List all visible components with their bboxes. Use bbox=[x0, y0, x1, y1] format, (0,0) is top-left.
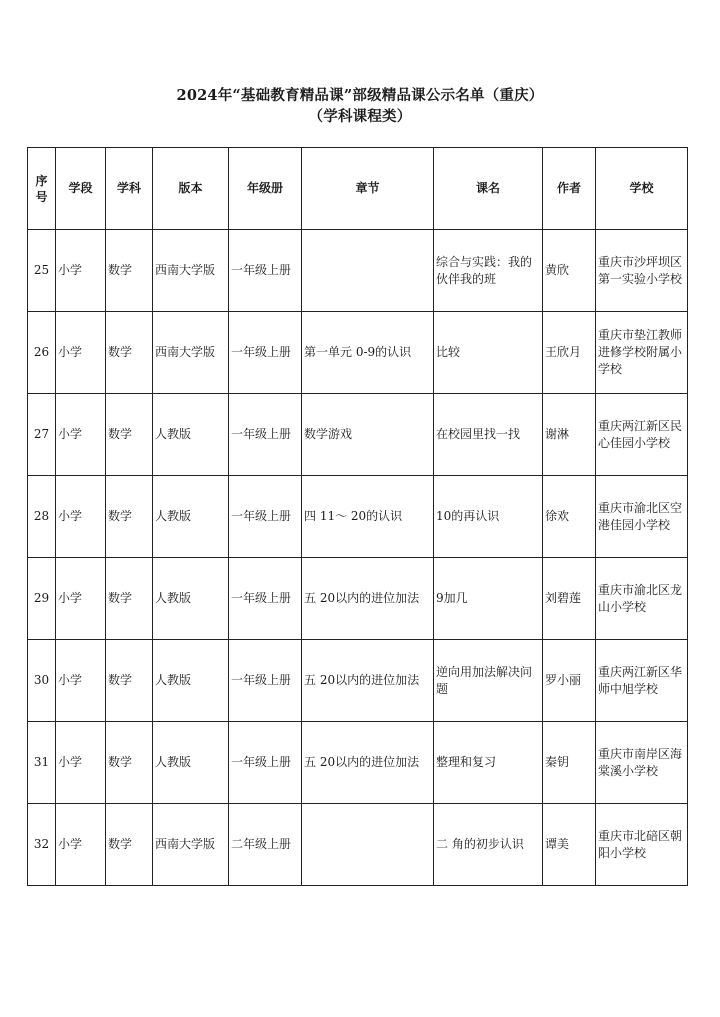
cell-author: 刘碧莲 bbox=[543, 558, 596, 640]
cell-number: 29 bbox=[28, 558, 56, 640]
header-subject: 学科 bbox=[106, 148, 153, 230]
cell-course: 综合与实践：我的伙伴我的班 bbox=[434, 230, 543, 312]
cell-subject: 数学 bbox=[106, 230, 153, 312]
cell-subject: 数学 bbox=[106, 722, 153, 804]
table-row bbox=[28, 640, 688, 722]
cell-edition: 人教版 bbox=[153, 722, 229, 804]
cell-chapter: 第一单元 0-9的认识 bbox=[302, 312, 434, 394]
cell-subject: 数学 bbox=[106, 558, 153, 640]
cell-stage: 小学 bbox=[56, 312, 106, 394]
header-number-line1: 序 bbox=[35, 173, 48, 188]
cell-course: 在校园里找一找 bbox=[434, 394, 543, 476]
cell-course: 9加几 bbox=[434, 558, 543, 640]
cell-author: 徐欢 bbox=[543, 476, 596, 558]
cell-chapter: 数学游戏 bbox=[302, 394, 434, 476]
header-course: 课名 bbox=[434, 148, 543, 230]
header-chapter: 章节 bbox=[302, 148, 434, 230]
cell-author: 罗小丽 bbox=[543, 640, 596, 722]
cell-edition: 人教版 bbox=[153, 640, 229, 722]
table-row bbox=[28, 476, 688, 558]
course-roster-table bbox=[27, 147, 688, 886]
cell-subject: 数学 bbox=[106, 640, 153, 722]
cell-grade: 一年级上册 bbox=[229, 640, 302, 722]
cell-number: 30 bbox=[28, 640, 56, 722]
cell-course: 比较 bbox=[434, 312, 543, 394]
document-subtitle: （学科课程类） bbox=[308, 108, 412, 125]
cell-grade: 一年级上册 bbox=[229, 476, 302, 558]
cell-chapter bbox=[302, 804, 434, 886]
table-row bbox=[28, 558, 688, 640]
header-author: 作者 bbox=[543, 148, 596, 230]
table-row bbox=[28, 230, 688, 312]
cell-subject: 数学 bbox=[106, 476, 153, 558]
cell-school: 重庆两江新区华师中旭学校 bbox=[596, 640, 688, 722]
cell-edition: 西南大学版 bbox=[153, 804, 229, 886]
table-row bbox=[28, 722, 688, 804]
cell-school: 重庆市渝北区空港佳园小学校 bbox=[596, 476, 688, 558]
cell-school: 重庆市南岸区海棠溪小学校 bbox=[596, 722, 688, 804]
cell-grade: 一年级上册 bbox=[229, 394, 302, 476]
cell-course: 逆向用加法解决问题 bbox=[434, 640, 543, 722]
cell-subject: 数学 bbox=[106, 394, 153, 476]
cell-stage: 小学 bbox=[56, 804, 106, 886]
cell-number: 26 bbox=[28, 312, 56, 394]
cell-stage: 小学 bbox=[56, 640, 106, 722]
header-number bbox=[28, 148, 56, 230]
cell-chapter: 五 20以内的进位加法 bbox=[302, 640, 434, 722]
cell-stage: 小学 bbox=[56, 476, 106, 558]
cell-number: 27 bbox=[28, 394, 56, 476]
cell-author: 黄欣 bbox=[543, 230, 596, 312]
cell-number: 32 bbox=[28, 804, 56, 886]
header-school: 学校 bbox=[596, 148, 688, 230]
cell-chapter: 四 11～ 20的认识 bbox=[302, 476, 434, 558]
cell-chapter bbox=[302, 230, 434, 312]
cell-course: 10的再认识 bbox=[434, 476, 543, 558]
cell-chapter: 五 20以内的进位加法 bbox=[302, 722, 434, 804]
cell-stage: 小学 bbox=[56, 722, 106, 804]
cell-course: 二 角的初步认识 bbox=[434, 804, 543, 886]
cell-school: 重庆市渝北区龙山小学校 bbox=[596, 558, 688, 640]
cell-edition: 西南大学版 bbox=[153, 230, 229, 312]
table-row bbox=[28, 312, 688, 394]
cell-school: 重庆两江新区民心佳园小学校 bbox=[596, 394, 688, 476]
cell-school: 重庆市垫江教师进修学校附属小学校 bbox=[596, 312, 688, 394]
cell-author: 秦钥 bbox=[543, 722, 596, 804]
cell-grade: 二年级上册 bbox=[229, 804, 302, 886]
cell-author: 谭美 bbox=[543, 804, 596, 886]
table-row bbox=[28, 804, 688, 886]
cell-stage: 小学 bbox=[56, 394, 106, 476]
cell-subject: 数学 bbox=[106, 804, 153, 886]
cell-chapter: 五 20以内的进位加法 bbox=[302, 558, 434, 640]
cell-grade: 一年级上册 bbox=[229, 558, 302, 640]
document-title: 2024年“基础教育精品课”部级精品课公示名单（重庆） bbox=[176, 87, 544, 104]
cell-grade: 一年级上册 bbox=[229, 722, 302, 804]
cell-number: 25 bbox=[28, 230, 56, 312]
cell-author: 王欣月 bbox=[543, 312, 596, 394]
table-header-row bbox=[28, 148, 688, 230]
cell-course: 整理和复习 bbox=[434, 722, 543, 804]
header-edition: 版本 bbox=[153, 148, 229, 230]
cell-edition: 西南大学版 bbox=[153, 312, 229, 394]
cell-school: 重庆市北碚区朝阳小学校 bbox=[596, 804, 688, 886]
cell-number: 31 bbox=[28, 722, 56, 804]
cell-stage: 小学 bbox=[56, 558, 106, 640]
cell-stage: 小学 bbox=[56, 230, 106, 312]
table-row bbox=[28, 394, 688, 476]
header-number-line2: 号 bbox=[35, 189, 48, 204]
cell-subject: 数学 bbox=[106, 312, 153, 394]
header-stage: 学段 bbox=[56, 148, 106, 230]
cell-grade: 一年级上册 bbox=[229, 230, 302, 312]
header-grade: 年级册 bbox=[229, 148, 302, 230]
cell-school: 重庆市沙坪坝区第一实验小学校 bbox=[596, 230, 688, 312]
cell-edition: 人教版 bbox=[153, 558, 229, 640]
cell-number: 28 bbox=[28, 476, 56, 558]
cell-author: 谢淋 bbox=[543, 394, 596, 476]
cell-edition: 人教版 bbox=[153, 394, 229, 476]
cell-edition: 人教版 bbox=[153, 476, 229, 558]
cell-grade: 一年级上册 bbox=[229, 312, 302, 394]
